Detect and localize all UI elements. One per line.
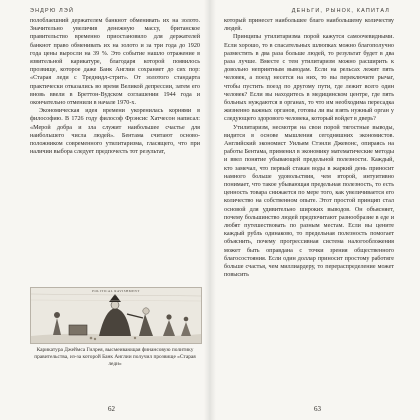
paragraph: Утилитаризм, несмотря на свои порой тягостные выводы, видится в основе мышления сегодняшних экономистов. Английский экономист Уильям Стэнли Джевонс, опираясь на работы Бентама, применил в экономику математические методы и ввел понятие убывающей предельной полезности. Каждый, кто замечал, что первый стакан воды в жаркий день приносит намного больше удовольствия, чем второй, интуитивно понимает, что такое убывающая предельная полезность, то есть ценность товара снижается по мере того, как увеличивается его количество на собственном опыте. Этот простой принцип стал основой для удивительно широких выводов. Он объясняет, почему большинство людей предпочитают разнообразие в еде и любят путешествовать по разным местам. Если вы цените каждый рубль одинаково, то предельная полезность помогает объяснить, почему прогрессивная система налогообложения может быть оправдана с точки зрения общественного благосостояния. Если один доллар приносит простому работяге больше счастья, чем миллиардеру, то перераспределение может повысить	[224, 124, 394, 279]
left-page-body	[30, 17, 200, 156]
paragraph: Экономическая идея времени укоренилась корнями в философию. В 1726 году философ Фрэнсис Хатчесон написал: «Мерой добра и зла служит наибольшее счастье для наибольшего числа людей». Бентама считают основоположником современного утилитаризма, гласящего, что при наличии выбора следует предпочесть тот результат,	[30, 108, 200, 156]
cartoon-banner-text: POLITICAL RAVISHMENT	[92, 289, 140, 293]
page-number-right: 63	[314, 405, 321, 413]
book-gutter-shadow	[204, 0, 216, 420]
paragraph: Принципы утилитаризма порой кажутся самоочевидными. Если хорошо, то в спасательных шлюпках можно благополучно разместить в два раза больше людей, то результат будет в два раза лучше. Вместе с тем утилитаризм можно расширить к довольно неприятным выводам. Если на рельсах лежит пять человек, а поезд несется на них, то вы переключите рычаг, чтобы пустить поезд по другому пути, где лежит всего один человек? Если вы находитесь в медицинском центре, где пять больных нуждаются в органах, то что им необходима пересадка жизненно важных органов, готовы ли вы взять нужный орган у следующего здорового человека, который войдет в дверь?	[224, 34, 394, 123]
cartoon-illustration	[30, 287, 202, 344]
paragraph: который принесет наибольшее благо наибольшему количеству людей.	[224, 18, 394, 33]
right-page	[210, 0, 420, 420]
right-page-body	[224, 17, 394, 280]
page-number-left: 62	[108, 405, 115, 413]
running-head-right: ДЕНЬГИ, РЫНОК, КАПИТАЛ	[291, 8, 390, 14]
figure-caption: Карикатура Джеймса Гилрея, высмеивающая финансовую политику правительства, из-за которой Банк Англии получил прозвище «Старая леди»	[34, 347, 196, 367]
paragraph: полоблаешний держателем банкнот обменивать их на золото. Значительно увеличив денежную массу, британское правительство временно приостановило для держателей банкнот право обменивать их на золото и за три года до 1920 года цены выросли на 39 %. Это событие нашло отражение в язвительной карикатуре, благодаря которой появилось прозвище, которое даже Банк Англии сохраняет до сих пор: «Старая леди с Треднидл-стрит». От золотого стандарта практически отказались во время Великой депрессии, затем его вновь ввели в Бреттон-Вудском соглашении 1944 года и окончательно отменили в начале 1970-х.	[30, 18, 200, 107]
running-head-left: ЭНДРЮ ЛЭЙ	[30, 8, 75, 14]
